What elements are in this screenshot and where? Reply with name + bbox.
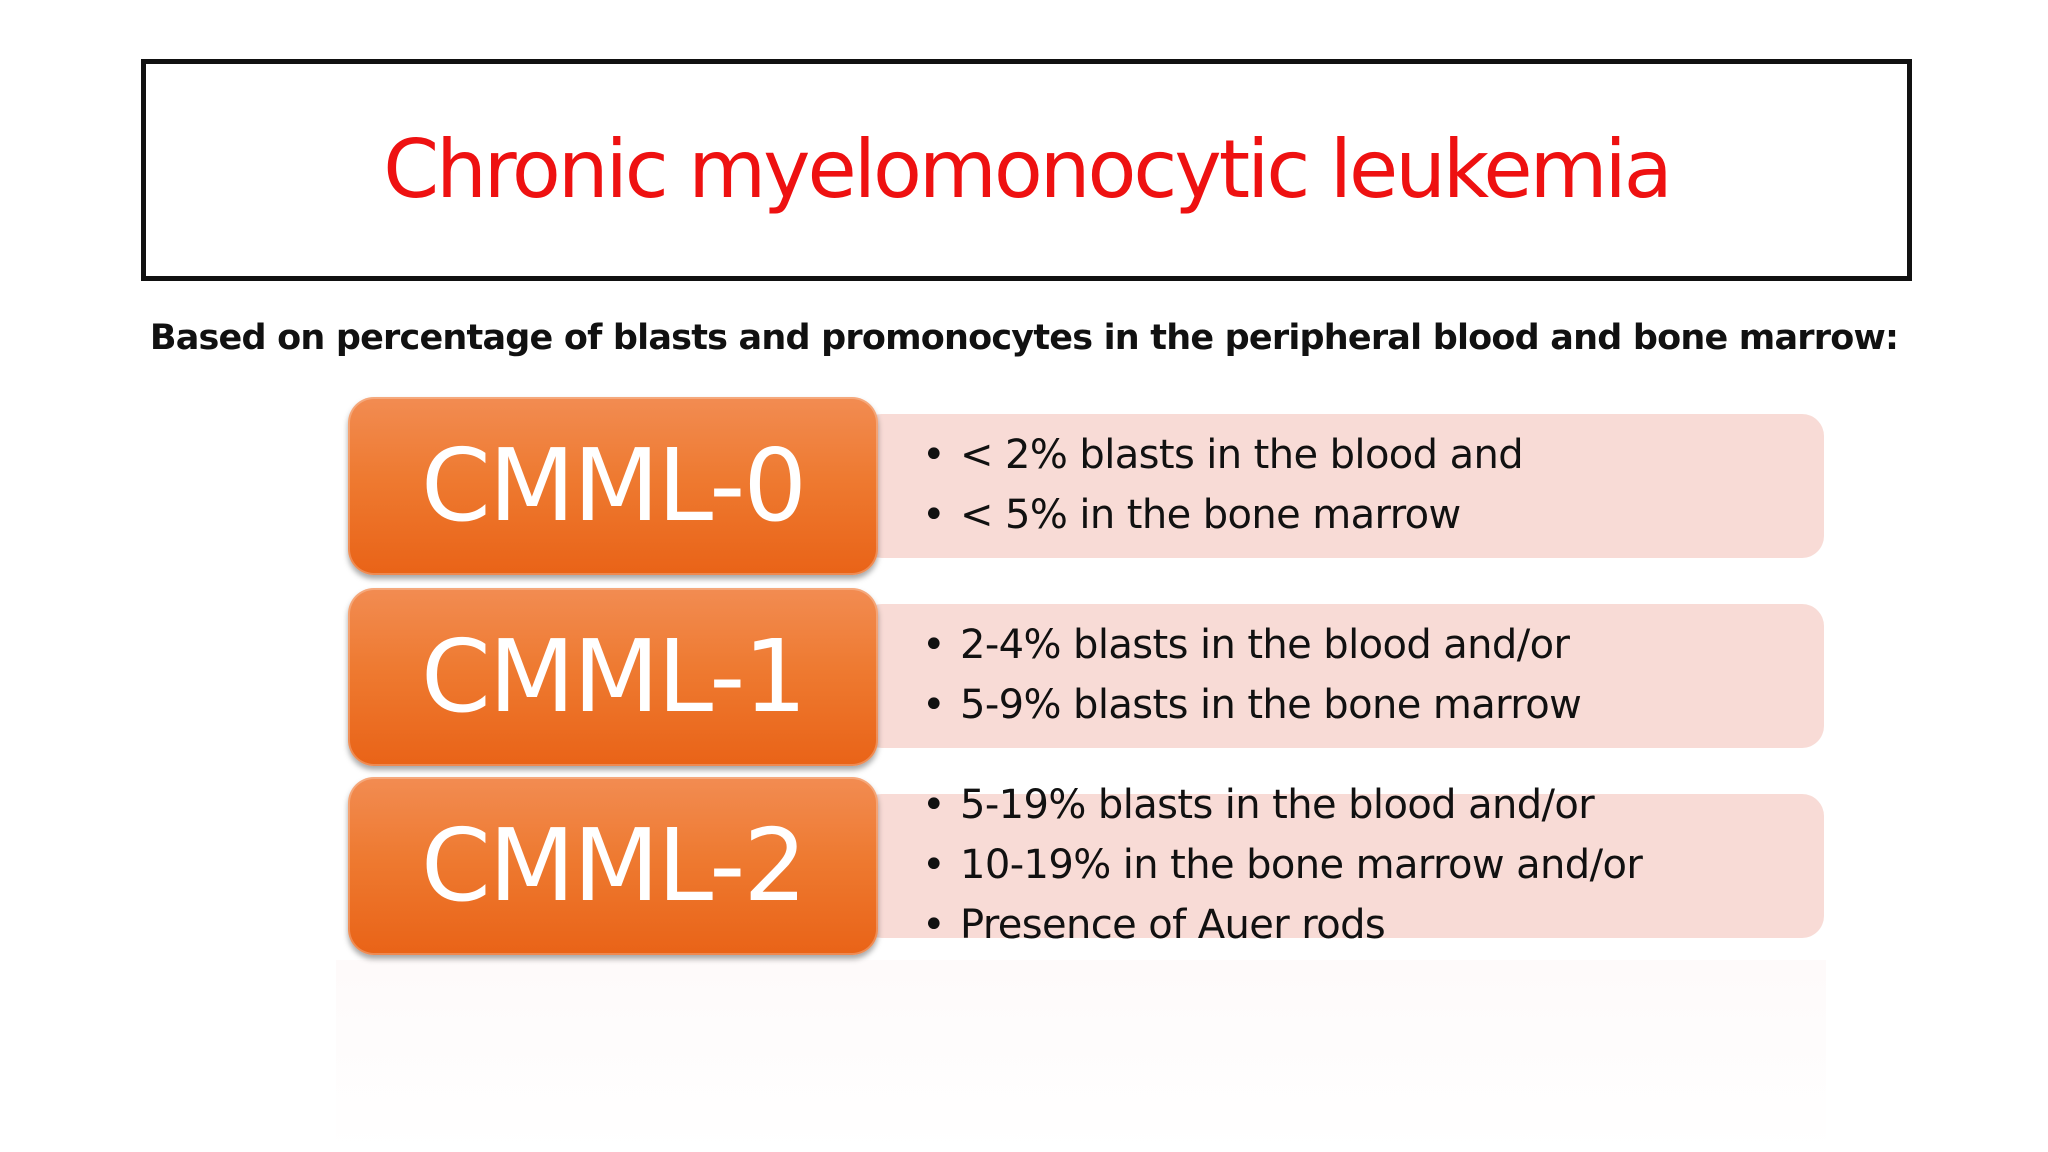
- stage-2-badge: [348, 777, 878, 955]
- stage-1-criterion: • 2-4% blasts in the blood and/or: [922, 615, 1581, 675]
- stage-2-criterion: • 10-19% in the bone marrow and/or: [922, 835, 1642, 895]
- stage-2-criterion: • 5-19% blasts in the blood and/or: [922, 775, 1642, 835]
- bullet-icon: •: [922, 432, 945, 478]
- title-box: [141, 59, 1912, 281]
- bullet-icon: •: [922, 622, 945, 668]
- stage-0-badge: [348, 397, 878, 575]
- stage-2-criterion: • Presence of Auer rods: [922, 895, 1642, 955]
- slide-title: Chronic myelomonocytic leukemia: [383, 123, 1670, 216]
- background-fade: [336, 960, 1826, 1152]
- stage-1-label: CMML-1: [420, 618, 806, 735]
- stage-0-criterion: • < 5% in the bone marrow: [922, 485, 1523, 545]
- stage-2-criteria-list: [922, 775, 1642, 955]
- stage-1-criterion: • 5-9% blasts in the bone marrow: [922, 675, 1581, 735]
- bullet-icon: •: [922, 782, 945, 828]
- bullet-icon: •: [922, 492, 945, 538]
- bullet-icon: •: [922, 842, 945, 888]
- stage-0-criteria-list: [922, 425, 1523, 545]
- stage-2-label: CMML-2: [420, 807, 806, 924]
- stage-0-label: CMML-0: [420, 427, 806, 544]
- stage-0-criterion: • < 2% blasts in the blood and: [922, 425, 1523, 485]
- slide-subtitle: Based on percentage of blasts and promonocytes in the peripheral blood and bone marrow:: [149, 318, 1899, 358]
- stage-1-criteria-list: [922, 615, 1581, 735]
- bullet-icon: •: [922, 682, 945, 728]
- bullet-icon: •: [922, 902, 945, 948]
- stage-1-badge: [348, 588, 878, 766]
